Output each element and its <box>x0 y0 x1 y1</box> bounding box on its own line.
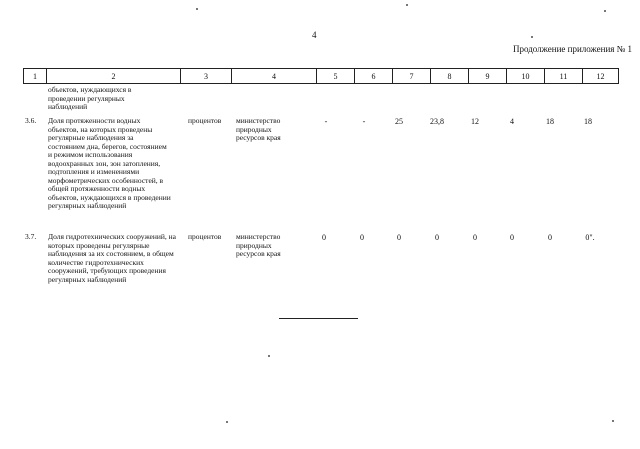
value-cell: 25 <box>395 117 403 126</box>
scan-speck <box>268 355 270 357</box>
carryover-text: объектов, нуждающихся в проведении регулярных наблюдений <box>48 85 132 111</box>
scan-speck <box>604 10 606 12</box>
header-cell: 2 <box>47 69 181 84</box>
unit-of-measure: процентов <box>188 116 222 125</box>
header-cell: 3 <box>181 69 232 84</box>
value-cell: 0 <box>510 233 514 242</box>
header-cell: 4 <box>232 69 317 84</box>
value-cell: 0 <box>322 233 326 242</box>
scan-speck <box>226 421 228 423</box>
value-cell: 23,8 <box>430 117 444 126</box>
value-cell: 0 <box>397 233 401 242</box>
scan-speck <box>531 36 533 38</box>
scan-speck <box>196 8 198 10</box>
header-cell: 5 <box>317 69 355 84</box>
header-cell: 7 <box>393 69 431 84</box>
row-number: 3.6. <box>25 116 37 125</box>
indicator-description: Доля протяженности водных объектов, на которых проведены регулярные наблюдения за состоянием дна, берегов, состоянием и режимом использования водоохранных зон, зон затопления, подтопления и изменениями морфометрических особенностей, в общей протяженности водных объектов, нуждающихся в проведении регулярных наблюдений <box>48 116 171 210</box>
value-cell: - <box>362 117 366 126</box>
end-separator-line <box>279 318 358 319</box>
header-cell: 9 <box>469 69 507 84</box>
header-cell: 1 <box>24 69 47 84</box>
value-cell: 18 <box>584 117 592 126</box>
continuation-title: Продолжение приложения № 1 <box>512 44 632 54</box>
page-number: 4 <box>312 30 317 40</box>
responsible-body: министерство природных ресурсов края <box>236 116 281 142</box>
scan-speck <box>406 4 408 6</box>
value-cell: 4 <box>510 117 514 126</box>
indicator-description: Доля гидротехнических сооружений, на которых проведены регулярные наблюдения за их состоянием, в общем количестве гидротехнических сооружений, требующих проведения регулярных наблюдений <box>48 232 177 284</box>
value-cell: 0 <box>435 233 439 242</box>
unit-of-measure: процентов <box>188 232 222 241</box>
header-cell: 10 <box>507 69 545 84</box>
value-cell: 0 <box>473 233 477 242</box>
value-cell: 18 <box>546 117 554 126</box>
responsible-body: министерство природных ресурсов края <box>236 232 281 258</box>
column-number-header <box>23 68 619 84</box>
scan-speck <box>612 420 614 422</box>
value-cell: 12 <box>471 117 479 126</box>
value-cell: - <box>324 117 328 126</box>
value-cell: 0 <box>548 233 552 242</box>
value-cell: 0". <box>585 233 595 242</box>
header-cell: 8 <box>431 69 469 84</box>
header-cell: 12 <box>583 69 619 84</box>
row-number: 3.7. <box>25 232 37 241</box>
value-cell: 0 <box>360 233 364 242</box>
header-cell: 6 <box>355 69 393 84</box>
header-cell: 11 <box>545 69 583 84</box>
